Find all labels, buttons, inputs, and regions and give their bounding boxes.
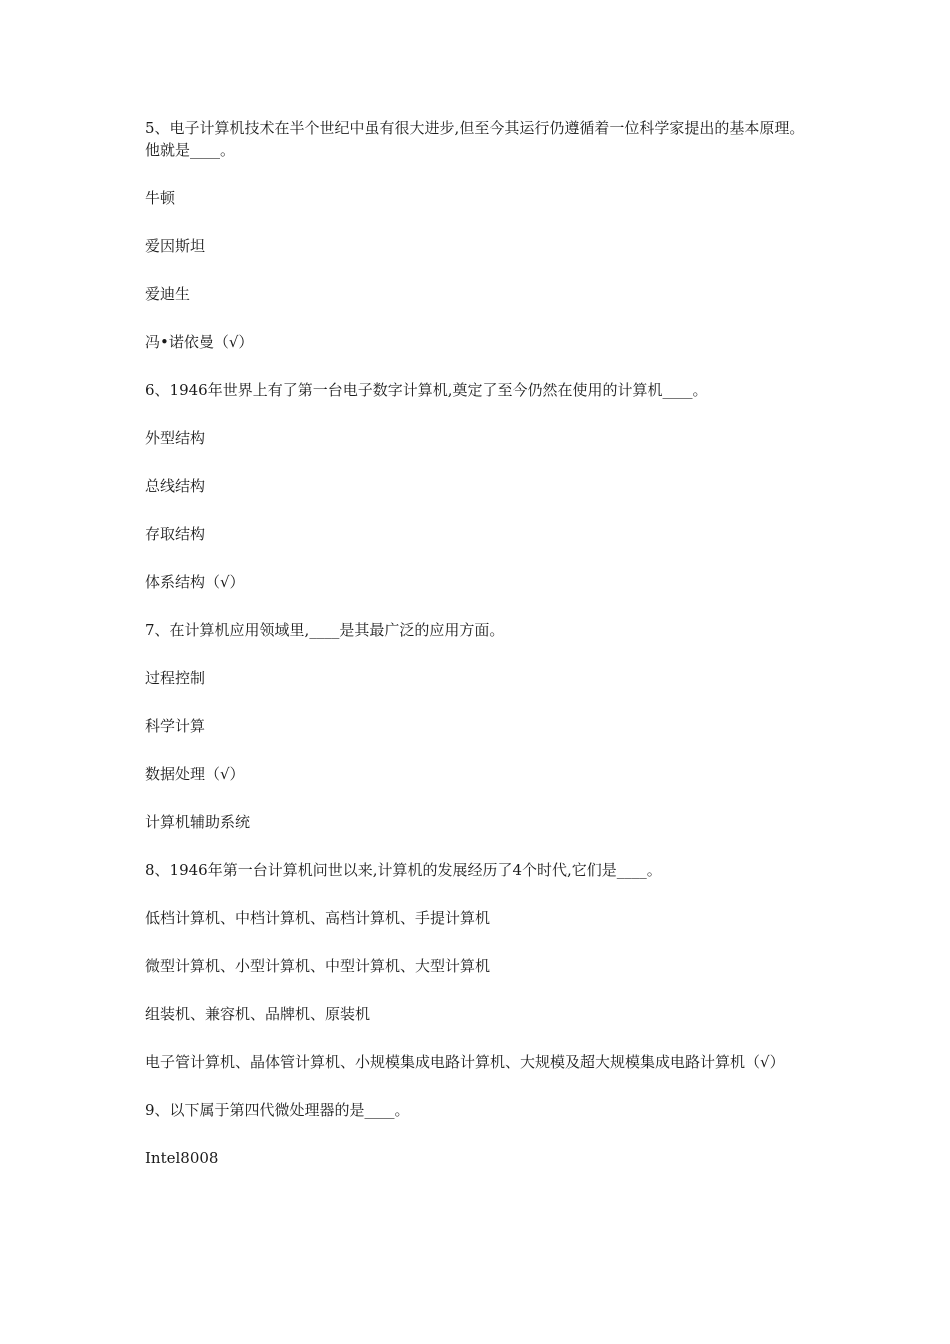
question-5-option-3: 爱迪生 [145,285,191,303]
question-6-option-4: 体系结构（√） [145,573,245,591]
question-6-option-3: 存取结构 [145,525,206,543]
question-5-option-1: 牛顿 [145,189,176,207]
question-8-option-3: 组装机、兼容机、品牌机、原装机 [145,1005,371,1023]
question-6-option-2: 总线结构 [145,477,206,495]
question-5-option-2: 爱因斯坦 [145,237,206,255]
question-7-option-1: 过程控制 [145,669,206,687]
question-7-option-2: 科学计算 [145,717,206,735]
question-7-option-4: 计算机辅助系统 [145,813,251,831]
question-9-option-1: Intel8008 [145,1149,219,1167]
question-5-option-4: 冯•诺依曼（√） [145,333,254,351]
document-page [145,117,815,1195]
question-8-option-2: 微型计算机、小型计算机、中型计算机、大型计算机 [145,957,491,975]
question-7-option-3: 数据处理（√） [145,765,245,783]
question-8-option-4: 电子管计算机、晶体管计算机、小规模集成电路计算机、大规模及超大规模集成电路计算机（√） [145,1053,785,1071]
question-8-text: 8、1946年第一台计算机问世以来,计算机的发展经历了4个时代,它们是____。 [145,861,662,879]
question-5-text: 5、电子计算机技术在半个世纪中虽有很大进步,但至今其运行仍遵循着一位科学家提出的基本原理。他就是____。 [145,119,805,159]
question-7-text: 7、在计算机应用领域里,____是其最广泛的应用方面。 [145,621,505,639]
question-6-text: 6、1946年世界上有了第一台电子数字计算机,奠定了至今仍然在使用的计算机____。 [145,381,708,399]
question-6-option-1: 外型结构 [145,429,206,447]
question-8-option-1: 低档计算机、中档计算机、高档计算机、手提计算机 [145,909,491,927]
question-9-text: 9、以下属于第四代微处理器的是____。 [145,1101,410,1119]
